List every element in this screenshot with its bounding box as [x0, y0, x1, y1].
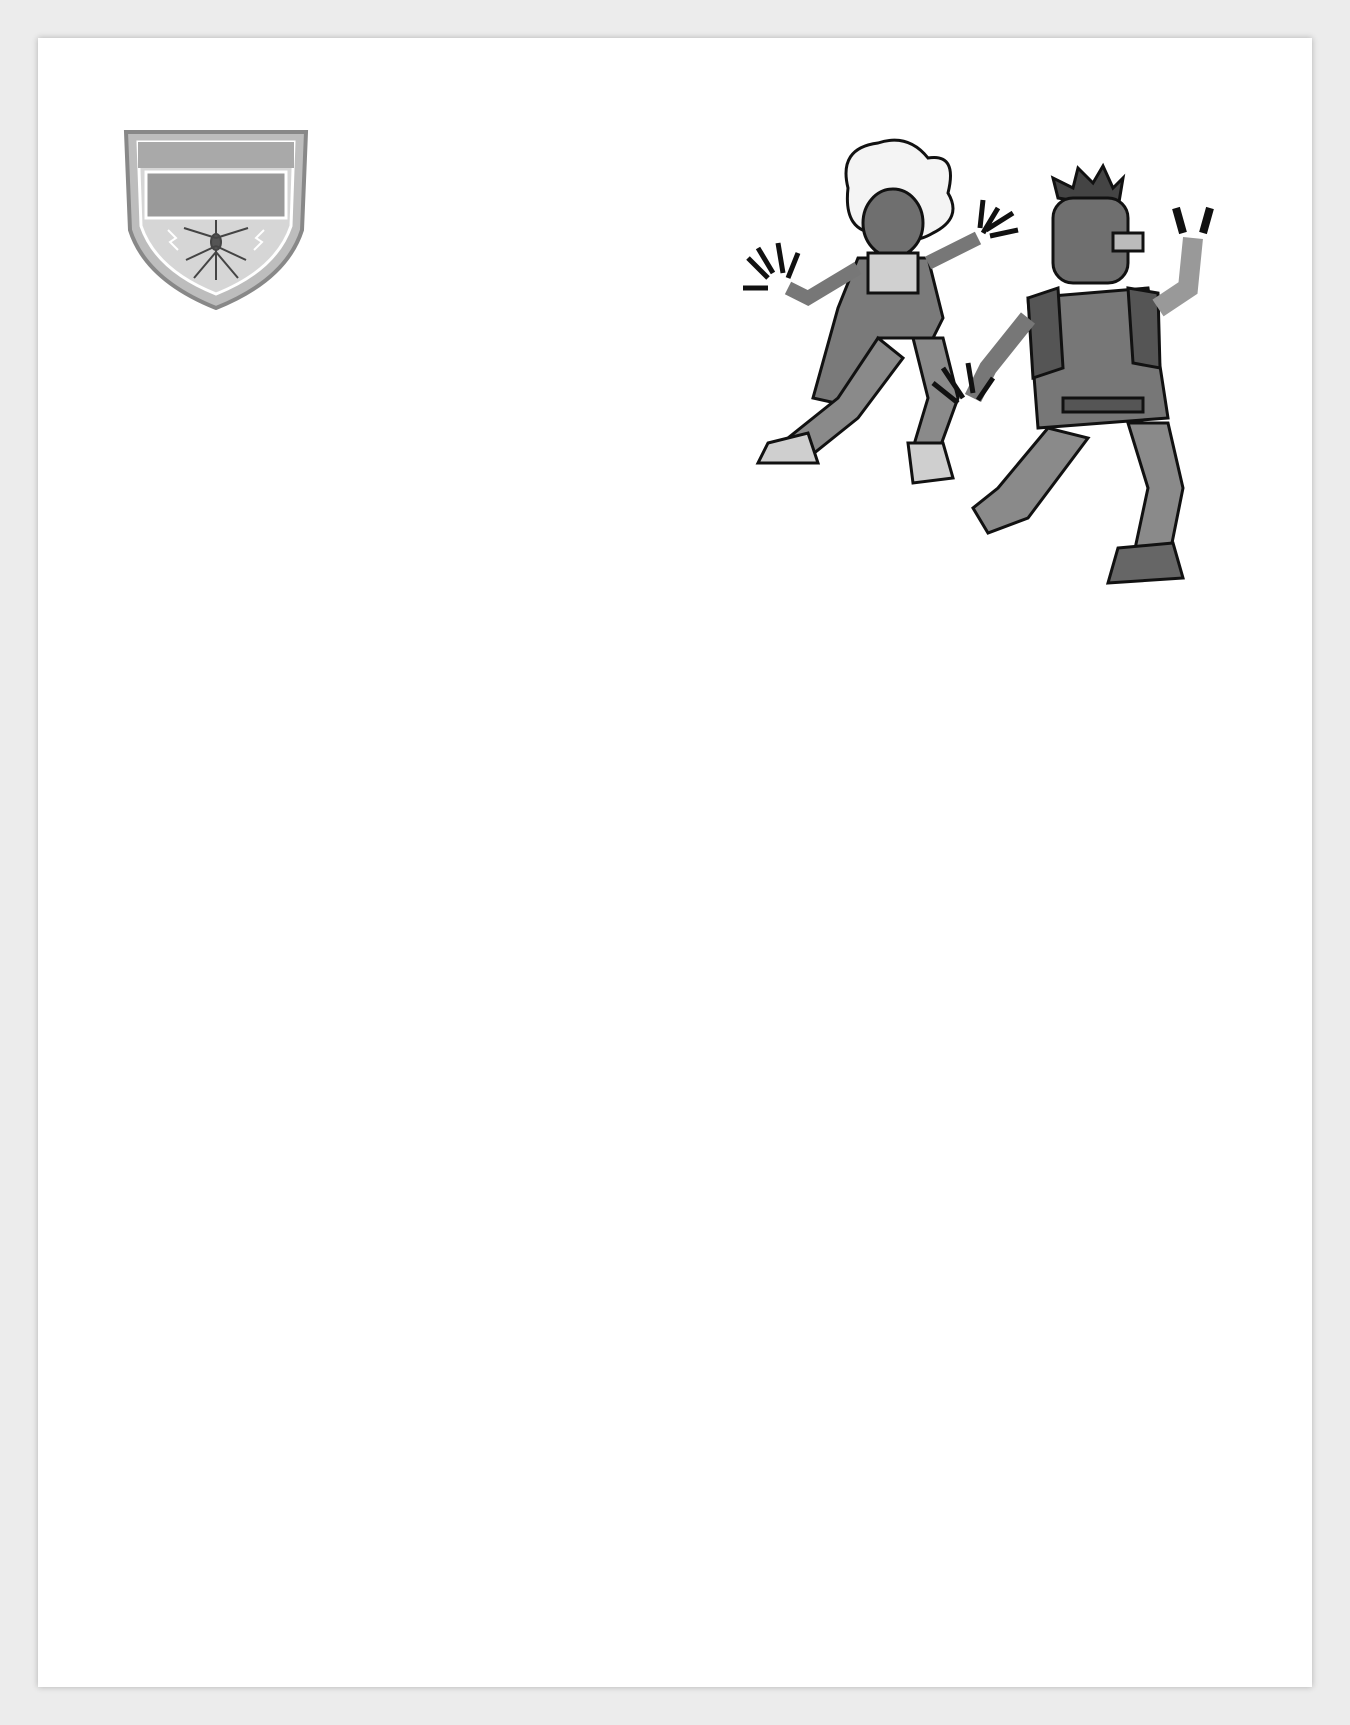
tasd-logo-icon — [116, 120, 316, 310]
boy-character — [933, 166, 1210, 583]
girl-character — [743, 140, 1018, 483]
characters-illustration — [728, 138, 1288, 608]
worksheet-page — [38, 38, 1312, 1687]
title-logo — [288, 96, 768, 396]
